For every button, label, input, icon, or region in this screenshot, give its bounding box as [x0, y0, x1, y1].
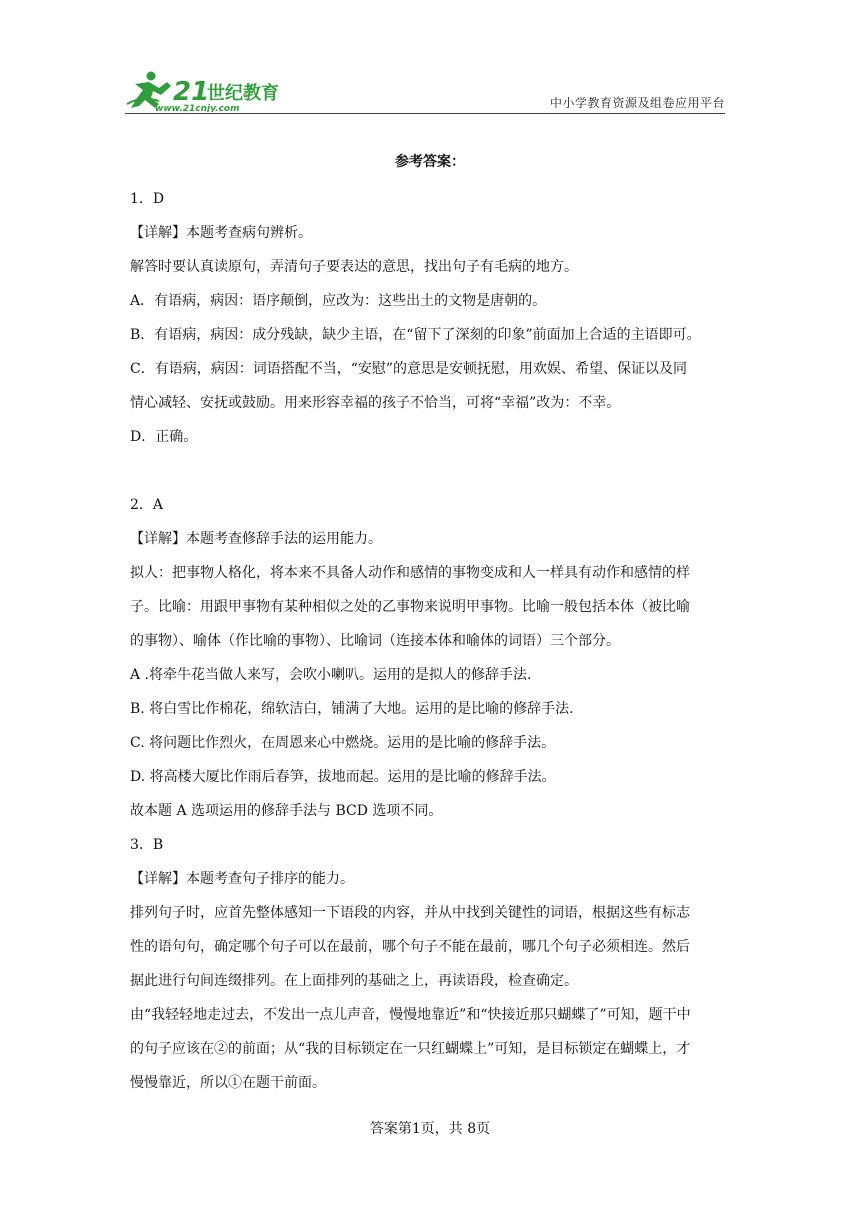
- svg-text:世纪教育: 世纪教育: [207, 83, 279, 104]
- answer-line: 【详解】本题考查句子排序的能力。: [130, 871, 354, 887]
- page-header: [125, 62, 725, 114]
- runner-logo-icon: [125, 68, 295, 112]
- answer-line: 【详解】本题考查修辞手法的运用能力。: [130, 531, 382, 547]
- answer-line: C. 将问题比作烈火，在周恩来心中燃烧。运用的是比喻的修辞手法。: [130, 735, 556, 751]
- page-footer: 答案第1页，共 8页: [369, 1121, 491, 1137]
- answer-line: [130, 454, 730, 488]
- answer-line: 慢慢靠近，所以①在题干前面。: [130, 1075, 326, 1091]
- answer-line: C．有语病，病因：词语搭配不当，“安慰”的意思是安顿抚慰，用欢娱、希望、保证以及同: [130, 361, 688, 377]
- answer-line: 解答时要认真读原句，弄清句子要表达的意思，找出句子有毛病的地方。: [130, 259, 578, 275]
- answer-line: A .将牵牛花当做人来写，会吹小喇叭。运用的是拟人的修辞手法.: [130, 667, 532, 683]
- answer-line: 据此进行句间连缀排列。在上面排列的基础之上，再读语段，检查确定。: [130, 973, 578, 989]
- answer-line: B. 将白雪比作棉花，绵软洁白，铺满了大地。运用的是比喻的修辞手法.: [130, 701, 574, 717]
- platform-name: 中小学教育资源及组卷应用平台: [549, 96, 725, 110]
- answer-line: A．有语病，病因：语序颠倒，应改为：这些出土的文物是唐朝的。: [130, 293, 547, 309]
- answer-line: B．有语病，病因：成分残缺，缺少主语，在“留下了深刻的印象”前面加上合适的主语即可。: [130, 327, 701, 343]
- header-divider: [125, 113, 725, 114]
- answer-line: 3．B: [130, 837, 164, 853]
- answer-line: D. 将高楼大厦比作雨后春笋，拔地而起。运用的是比喻的修辞手法。: [130, 769, 556, 785]
- page-title: 参考答案：: [395, 154, 465, 170]
- answer-line: 的句子应该在②的前面；从“我的目标锁定在一只红蝴蝶上”可知，是目标锁定在蝴蝶上，才: [130, 1041, 691, 1057]
- answer-line: 1．D: [130, 191, 165, 207]
- answer-line: 故本题 A 选项运用的修辞手法与 BCD 选项不同。: [130, 803, 443, 819]
- answer-line: 2．A: [130, 497, 164, 513]
- svg-text:21: 21: [173, 77, 210, 107]
- answer-line: 子。比喻：用跟甲事物有某种相似之处的乙事物来说明甲事物。比喻一般包括本体（被比喻: [130, 599, 690, 615]
- answer-line: 由“我轻轻地走过去，不发出一点儿声音，慢慢地靠近”和“快接近那只蝴蝶了”可知，题干中: [130, 1007, 691, 1023]
- answer-line: 性的语句句，确定哪个句子可以在最前，哪个句子不能在最前，哪几个句子必须相连。然后: [130, 939, 690, 955]
- site-logo: [125, 68, 295, 112]
- answer-line: 拟人：把事物人格化，将本来不具备人动作和感情的事物变成和人一样具有动作和感情的样: [130, 565, 690, 581]
- answer-content: [130, 150, 730, 1100]
- answer-line: D．正确。: [130, 429, 198, 445]
- answer-line: 排列句子时，应首先整体感知一下语段的内容，并从中找到关键性的词语，根据这些有标志: [130, 905, 690, 921]
- svg-text:www.21cnjy.com: www.21cnjy.com: [155, 104, 240, 112]
- answer-line: 【详解】本题考查病句辨析。: [130, 225, 312, 241]
- answer-line: 的事物）、喻体（作比喻的事物）、比喻词（连接本体和喻体的词语）三个部分。: [130, 633, 620, 649]
- answer-lines: [130, 182, 730, 1100]
- answer-line: 情心减轻、安抚或鼓励。用来形容幸福的孩子不恰当，可将“幸福”改为：不幸。: [130, 395, 621, 411]
